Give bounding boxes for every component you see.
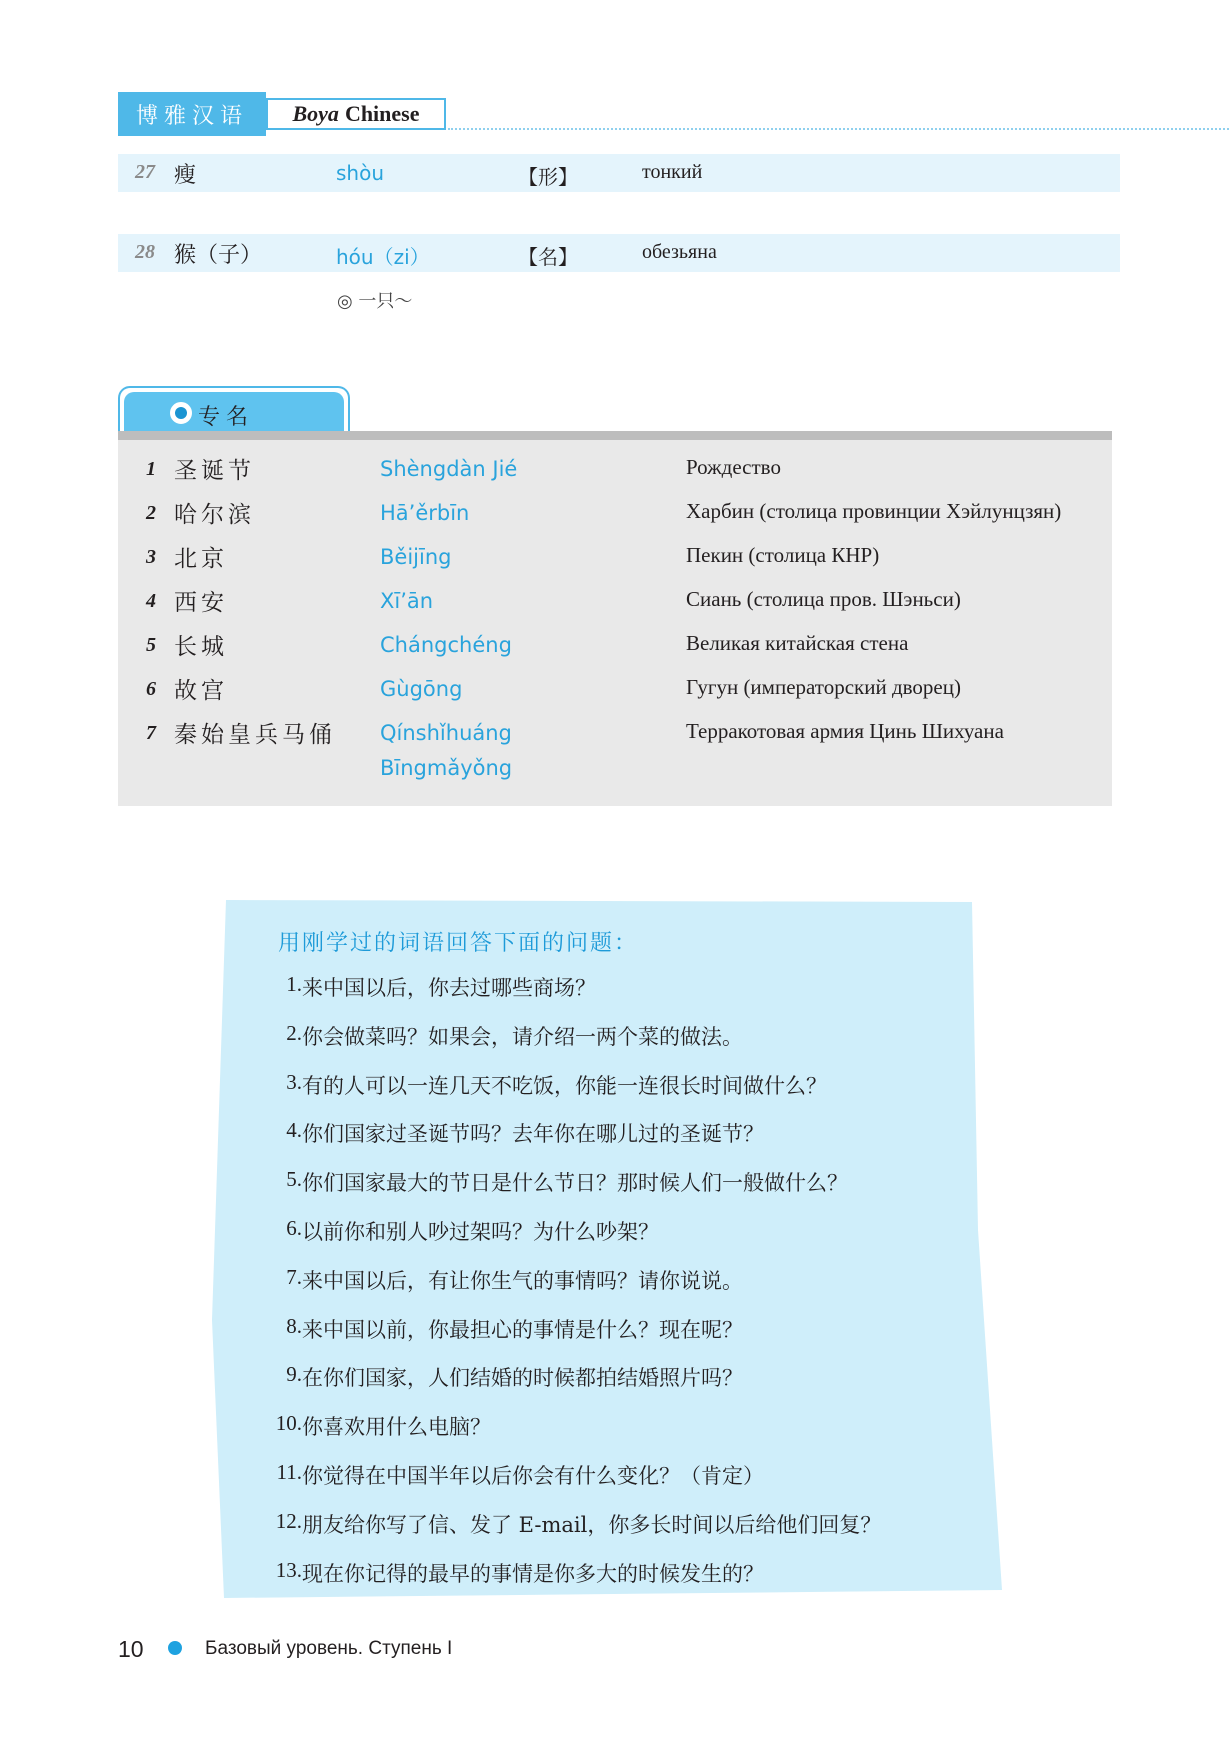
item-meaning: Сиань (столица пров. Шэньси) [686,587,961,611]
vocab-pinyin: shòu [336,161,385,185]
list-item [118,538,1112,578]
item-character: 故宫 [174,678,228,704]
proper-names-divider [118,431,1112,440]
question-number: 12. [275,1508,302,1533]
item-meaning: Великая китайская стена [686,631,909,655]
question-number: 2. [286,1020,302,1045]
questions-title: 用刚学过的词语回答下面的问题： [278,931,639,956]
question-number: 7. [286,1264,302,1289]
item-meaning: Терракотовая армия Цинь Шихуана [686,719,1004,743]
vocab-number: 27 [135,161,155,183]
question-number: 5. [286,1167,302,1192]
question-text: 来中国以后，有让你生气的事情吗？请你说说。 [302,1268,743,1293]
proper-names-label: 专名 [198,405,255,430]
vocab-meaning: тонкий [642,161,703,183]
vocab-part-of-speech: 【形】 [518,165,578,189]
vocab-pinyin: hóu（zi） [336,245,430,269]
question-number: 10. [275,1411,302,1436]
vocab-row [118,234,1120,272]
item-number: 5 [146,634,156,656]
question-text: 你觉得在中国半年以后你会有什么变化？（肯定） [302,1463,764,1488]
item-number: 1 [146,458,156,480]
item-number: 2 [146,502,156,524]
header-title-en-italic: Boya [292,101,339,126]
question-text: 现在你记得的最早的事情是你多大的时候发生的？ [302,1561,764,1586]
item-number: 3 [146,546,156,568]
item-pinyin: Běijīng [380,545,452,569]
item-character: 秦始皇兵马俑 [174,722,336,748]
question-number: 8. [286,1313,302,1338]
vocab-character: 瘦 [174,163,197,188]
item-pinyin: Gùgōng [380,677,463,701]
vocab-row [118,154,1120,192]
item-pinyin: Chángchéng [380,633,512,657]
question-text: 你喜欢用什么电脑？ [302,1415,491,1440]
header-title-en-word: Chinese [344,101,420,126]
bullet-circle-icon [170,402,192,424]
header-title-cn: 博雅汉语 [118,92,266,136]
question-text: 以前你和别人吵过架吗？为什么吵架？ [302,1219,659,1244]
item-character: 北京 [174,546,228,572]
questions-note [210,900,1006,1600]
header-divider [448,128,1229,130]
footer-bullet-icon [168,1641,182,1655]
item-meaning: Харбин (столица провинции Хэйлунцзян) [686,499,1062,523]
item-pinyin: Hā’ěrbīn [380,501,470,525]
vocab-part-of-speech: 【名】 [518,245,578,269]
footer-text: Базовый уровень. Ступень I [205,1638,453,1659]
vocab-character: 猴（子） [174,243,263,268]
question-number: 9. [286,1362,302,1387]
proper-names-tab [118,386,350,432]
question-number: 4. [286,1118,302,1143]
header-title-en [266,98,446,130]
item-meaning: Пекин (столица КНР) [686,543,880,567]
question-text: 在你们国家，人们结婚的时候都拍结婚照片吗？ [302,1366,743,1391]
vocab-number: 28 [135,241,155,263]
note-paper-shape [210,900,1006,1600]
item-pinyin-line2: Bīngmǎyǒng [380,756,513,780]
proper-names-list [118,440,1112,806]
question-number: 11. [276,1459,302,1484]
question-text: 你们国家最大的节日是什么节日？那时候人们一般做什么？ [302,1171,848,1196]
question-text: 有的人可以一连几天不吃饭，你能一连很长时间做什么？ [302,1073,827,1098]
vocab-meaning: обезьяна [642,241,717,263]
question-number: 1. [286,972,302,996]
list-item [118,494,1112,534]
item-meaning: Гугун (императорский дворец) [686,675,961,699]
item-character: 圣诞节 [174,458,255,484]
question-number: 13. [275,1557,302,1582]
item-number: 4 [146,590,156,612]
item-number: 7 [146,722,156,744]
question-number: 3. [286,1069,302,1094]
list-item [118,582,1112,622]
list-item [118,670,1112,710]
list-item [118,450,1112,490]
item-character: 西安 [174,590,228,616]
question-number: 6. [286,1215,302,1240]
page-number: 10 [118,1636,144,1662]
question-text: 来中国以前，你最担心的事情是什么？现在呢？ [302,1317,743,1342]
question-text: 你们国家过圣诞节吗？去年你在哪儿过的圣诞节？ [302,1122,764,1147]
item-meaning: Рождество [686,455,781,479]
item-number: 6 [146,678,156,700]
question-text: 你会做菜吗？如果会，请介绍一两个菜的做法。 [302,1024,743,1049]
vocab-example: ◎ 一只～ [337,291,413,312]
list-item [118,714,1112,794]
item-character: 哈尔滨 [174,502,255,528]
question-text: 来中国以后，你去过哪些商场？ [302,976,596,1000]
list-item [118,626,1112,666]
item-pinyin: Qínshǐhuáng [380,721,512,745]
question-text: 朋友给你写了信、发了 E-mail，你多长时间以后给他们回复？ [302,1512,882,1537]
item-pinyin: Xī’ān [380,589,434,613]
item-character: 长城 [174,634,228,660]
item-pinyin: Shèngdàn Jié [380,457,518,481]
